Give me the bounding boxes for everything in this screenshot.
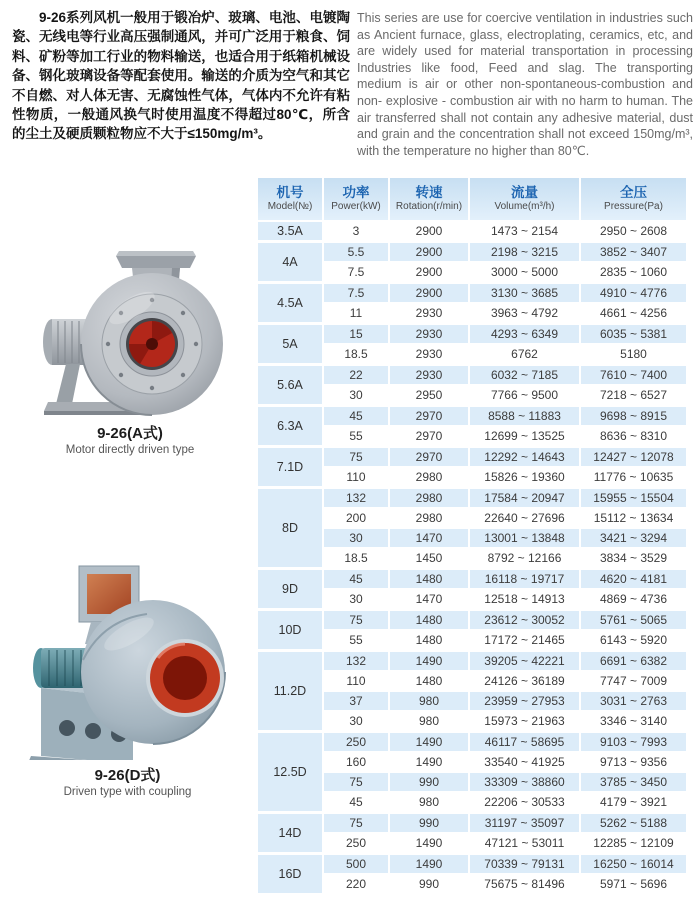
table-cell: 9713 ~ 9356 xyxy=(581,753,686,771)
table-cell: 6143 ~ 5920 xyxy=(581,631,686,649)
model-cell: 11.2D xyxy=(258,652,322,730)
model-cell: 16D xyxy=(258,855,322,893)
table-row xyxy=(324,243,686,261)
table-cell: 160 xyxy=(324,753,388,771)
model-group-rows xyxy=(324,814,686,852)
table-row xyxy=(324,712,686,730)
column-header xyxy=(470,178,579,220)
model-group-rows xyxy=(324,243,686,281)
figure-motor-direct-fan xyxy=(10,246,250,456)
table-header xyxy=(258,178,686,220)
table-cell: 1490 xyxy=(390,753,468,771)
table-cell: 2930 xyxy=(390,345,468,363)
table-row xyxy=(324,733,686,751)
table-cell: 30 xyxy=(324,386,388,404)
table-cell: 33540 ~ 41925 xyxy=(470,753,579,771)
table-row xyxy=(324,549,686,567)
table-cell: 30 xyxy=(324,712,388,730)
table-cell: 5.5 xyxy=(324,243,388,261)
model-group xyxy=(258,243,686,281)
column-header-zh: 流量 xyxy=(511,185,538,200)
model-group xyxy=(258,489,686,567)
figure-caption-en: Driven type with coupling xyxy=(63,786,192,798)
model-group xyxy=(258,448,686,486)
table-row xyxy=(324,263,686,281)
table-cell: 2970 xyxy=(390,407,468,425)
table-cell: 2970 xyxy=(390,448,468,466)
table-cell: 15 xyxy=(324,325,388,343)
column-header-en: Model(№) xyxy=(267,201,313,212)
table-cell: 3834 ~ 3529 xyxy=(581,549,686,567)
model-cell: 10D xyxy=(258,611,322,649)
table-cell: 8792 ~ 12166 xyxy=(470,549,579,567)
table-row xyxy=(324,855,686,873)
table-cell: 16118 ~ 19717 xyxy=(470,570,579,588)
model-group-rows xyxy=(324,489,686,567)
table-cell: 22206 ~ 30533 xyxy=(470,793,579,811)
model-cell: 4.5A xyxy=(258,284,322,322)
model-group xyxy=(258,222,686,240)
table-cell: 4910 ~ 4776 xyxy=(581,284,686,302)
table-row xyxy=(324,407,686,425)
intro-paragraph-en: This series are use for coercive ventilation in industries such as Ancient furnace, glass, electroplating, ceramics, etc, and are widely used for material transportation in processing Industries like food, Feed and slag. The transporting medium is air or other non-spontaneous-combustion and non- explosive - combustion air with no harm to human. The air transferred shall not contain any adhesive material, dust and grain and the concentration shall not exceed 150mg/m³, with the temperature no higher than 80℃. xyxy=(357,11,693,158)
table-cell: 4620 ~ 4181 xyxy=(581,570,686,588)
table-cell: 11776 ~ 10635 xyxy=(581,468,686,486)
column-header-en: Power(kW) xyxy=(331,201,381,212)
table-cell: 5761 ~ 5065 xyxy=(581,611,686,629)
table-cell: 2980 xyxy=(390,489,468,507)
table-cell: 31197 ~ 35097 xyxy=(470,814,579,832)
table-cell: 5971 ~ 5696 xyxy=(581,875,686,893)
model-group-rows xyxy=(324,733,686,811)
table-cell: 1473 ~ 2154 xyxy=(470,222,579,240)
table-cell: 39205 ~ 42221 xyxy=(470,652,579,670)
table-cell: 200 xyxy=(324,509,388,527)
model-group xyxy=(258,570,686,608)
table-row xyxy=(324,875,686,893)
table-row xyxy=(324,590,686,608)
table-cell: 1490 xyxy=(390,834,468,852)
column-header-zh: 功率 xyxy=(342,185,370,200)
table-cell: 15973 ~ 21963 xyxy=(470,712,579,730)
table-cell: 980 xyxy=(390,712,468,730)
table-cell: 30 xyxy=(324,529,388,547)
table-cell: 47121 ~ 53011 xyxy=(470,834,579,852)
model-cell: 14D xyxy=(258,814,322,852)
table-cell: 23612 ~ 30052 xyxy=(470,611,579,629)
model-group xyxy=(258,325,686,363)
model-cell: 9D xyxy=(258,570,322,608)
table-cell: 3130 ~ 3685 xyxy=(470,284,579,302)
table-cell: 2835 ~ 1060 xyxy=(581,263,686,281)
table-row xyxy=(324,834,686,852)
table-cell: 2900 xyxy=(390,222,468,240)
table-cell: 6762 xyxy=(470,345,579,363)
table-row xyxy=(324,529,686,547)
table-row xyxy=(324,570,686,588)
table-cell: 250 xyxy=(324,733,388,751)
table-cell: 12427 ~ 12078 xyxy=(581,448,686,466)
table-cell: 9698 ~ 8915 xyxy=(581,407,686,425)
model-group-rows xyxy=(324,652,686,730)
table-cell: 16250 ~ 16014 xyxy=(581,855,686,873)
table-cell: 3000 ~ 5000 xyxy=(470,263,579,281)
table-cell: 220 xyxy=(324,875,388,893)
table-cell: 12699 ~ 13525 xyxy=(470,427,579,445)
table-row xyxy=(324,427,686,445)
table-row xyxy=(324,345,686,363)
model-group-rows xyxy=(324,222,686,240)
table-cell: 13001 ~ 13848 xyxy=(470,529,579,547)
table-cell: 7.5 xyxy=(324,263,388,281)
table-cell: 17172 ~ 21465 xyxy=(470,631,579,649)
table-cell: 1490 xyxy=(390,855,468,873)
table-cell: 18.5 xyxy=(324,549,388,567)
figure-caption-zh: 9-26(A式) xyxy=(97,425,163,442)
column-header xyxy=(324,178,388,220)
table-cell: 1450 xyxy=(390,549,468,567)
model-cell: 4A xyxy=(258,243,322,281)
table-cell: 11 xyxy=(324,304,388,322)
figure-coupling-fan xyxy=(5,560,250,798)
model-group xyxy=(258,366,686,404)
model-group xyxy=(258,855,686,893)
coupling-fan-image xyxy=(13,560,243,760)
model-group-rows xyxy=(324,366,686,404)
model-cell: 6.3A xyxy=(258,407,322,445)
table-cell: 990 xyxy=(390,814,468,832)
table-cell: 2980 xyxy=(390,468,468,486)
table-row xyxy=(324,793,686,811)
table-cell: 6032 ~ 7185 xyxy=(470,366,579,384)
table-cell: 2930 xyxy=(390,304,468,322)
table-cell: 33309 ~ 38860 xyxy=(470,773,579,791)
table-cell: 4869 ~ 4736 xyxy=(581,590,686,608)
model-cell: 8D xyxy=(258,489,322,567)
model-cell: 12.5D xyxy=(258,733,322,811)
table-cell: 3852 ~ 3407 xyxy=(581,243,686,261)
table-cell: 980 xyxy=(390,793,468,811)
model-group xyxy=(258,733,686,811)
table-row xyxy=(324,284,686,302)
table-cell: 8588 ~ 11883 xyxy=(470,407,579,425)
table-cell: 30 xyxy=(324,590,388,608)
table-cell: 17584 ~ 20947 xyxy=(470,489,579,507)
table-cell: 5180 xyxy=(581,345,686,363)
table-row xyxy=(324,692,686,710)
table-cell: 12285 ~ 12109 xyxy=(581,834,686,852)
column-header-en: Rotation(r/min) xyxy=(395,201,463,212)
table-row xyxy=(324,773,686,791)
table-row xyxy=(324,468,686,486)
table-cell: 990 xyxy=(390,875,468,893)
table-row xyxy=(324,448,686,466)
table-cell: 2950 xyxy=(390,386,468,404)
table-cell: 24126 ~ 36189 xyxy=(470,672,579,690)
table-cell: 1480 xyxy=(390,672,468,690)
table-cell: 1490 xyxy=(390,733,468,751)
table-cell: 45 xyxy=(324,570,388,588)
table-cell: 55 xyxy=(324,631,388,649)
model-group xyxy=(258,611,686,649)
table-cell: 4661 ~ 4256 xyxy=(581,304,686,322)
table-cell: 2930 xyxy=(390,325,468,343)
table-cell: 18.5 xyxy=(324,345,388,363)
table-cell: 7.5 xyxy=(324,284,388,302)
table-cell: 1480 xyxy=(390,570,468,588)
model-group-rows xyxy=(324,407,686,445)
column-header xyxy=(581,178,686,220)
table-body xyxy=(258,222,686,893)
model-cell: 5.6A xyxy=(258,366,322,404)
table-row xyxy=(324,489,686,507)
table-cell: 500 xyxy=(324,855,388,873)
table-cell: 15826 ~ 19360 xyxy=(470,468,579,486)
table-cell: 4179 ~ 3921 xyxy=(581,793,686,811)
table-cell: 7218 ~ 6527 xyxy=(581,386,686,404)
table-cell: 990 xyxy=(390,773,468,791)
table-cell: 2198 ~ 3215 xyxy=(470,243,579,261)
table-cell: 75 xyxy=(324,814,388,832)
model-group-rows xyxy=(324,448,686,486)
column-header xyxy=(390,178,468,220)
model-cell: 3.5A xyxy=(258,222,322,240)
column-header-zh: 机号 xyxy=(276,185,304,200)
table-row xyxy=(324,509,686,527)
column-header-zh: 全压 xyxy=(620,185,647,200)
table-row xyxy=(324,325,686,343)
table-cell: 2950 ~ 2608 xyxy=(581,222,686,240)
table-cell: 110 xyxy=(324,672,388,690)
column-header-en: Pressure(Pa) xyxy=(604,201,663,212)
table-cell: 250 xyxy=(324,834,388,852)
column-header-zh: 转速 xyxy=(415,185,443,200)
table-row xyxy=(324,386,686,404)
table-cell: 15112 ~ 13634 xyxy=(581,509,686,527)
table-cell: 3346 ~ 3140 xyxy=(581,712,686,730)
table-cell: 46117 ~ 58695 xyxy=(470,733,579,751)
table-cell: 3785 ~ 3450 xyxy=(581,773,686,791)
table-cell: 7747 ~ 7009 xyxy=(581,672,686,690)
table-cell: 3963 ~ 4792 xyxy=(470,304,579,322)
table-cell: 3421 ~ 3294 xyxy=(581,529,686,547)
table-cell: 1470 xyxy=(390,529,468,547)
table-cell: 2900 xyxy=(390,263,468,281)
table-row xyxy=(324,611,686,629)
table-row xyxy=(324,753,686,771)
table-cell: 75 xyxy=(324,773,388,791)
table-row xyxy=(324,304,686,322)
model-group-rows xyxy=(324,325,686,363)
table-cell: 2970 xyxy=(390,427,468,445)
model-group-rows xyxy=(324,855,686,893)
model-group-rows xyxy=(324,611,686,649)
table-row xyxy=(324,814,686,832)
table-cell: 2900 xyxy=(390,284,468,302)
table-cell: 7766 ~ 9500 xyxy=(470,386,579,404)
model-group xyxy=(258,284,686,322)
intro-paragraph-zh: 9-26系列风机一般用于锻冶炉、玻璃、电池、电镀陶瓷、无线电等行业高压强制通风，并可广泛用于粮食、饲料、矿粉等加工行业的物料输送，也适合用于纸箱机械设备、钢化玻璃设备等配套使用。输送的介质为空气和其它不自燃、对人体无害、无腐蚀性气体，气体内不允许有粘性物质，一般通风换气时使用温度不得超过80℃，所含的尘土及硬质颗粒物应不大于≤150mg/m³。 xyxy=(12,10,350,142)
table-cell: 1480 xyxy=(390,611,468,629)
table-cell: 1490 xyxy=(390,652,468,670)
table-cell: 2980 xyxy=(390,509,468,527)
model-cell: 5A xyxy=(258,325,322,363)
table-row xyxy=(324,631,686,649)
table-cell: 110 xyxy=(324,468,388,486)
table-cell: 5262 ~ 5188 xyxy=(581,814,686,832)
table-cell: 132 xyxy=(324,489,388,507)
spec-table xyxy=(258,178,686,893)
table-cell: 1470 xyxy=(390,590,468,608)
table-cell: 12292 ~ 14643 xyxy=(470,448,579,466)
figure-caption-zh: 9-26(D式) xyxy=(94,767,161,784)
column-header-en: Volume(m³/h) xyxy=(494,201,555,212)
table-row xyxy=(324,672,686,690)
column-header xyxy=(258,178,322,220)
model-group-rows xyxy=(324,284,686,322)
table-cell: 55 xyxy=(324,427,388,445)
motor-direct-fan-image xyxy=(20,246,240,418)
table-cell: 45 xyxy=(324,407,388,425)
table-cell: 6035 ~ 5381 xyxy=(581,325,686,343)
model-group xyxy=(258,407,686,445)
table-cell: 6691 ~ 6382 xyxy=(581,652,686,670)
table-cell: 9103 ~ 7993 xyxy=(581,733,686,751)
table-cell: 75675 ~ 81496 xyxy=(470,875,579,893)
table-cell: 45 xyxy=(324,793,388,811)
figure-caption-en: Motor directly driven type xyxy=(65,444,195,456)
table-cell: 1480 xyxy=(390,631,468,649)
table-row xyxy=(324,366,686,384)
table-cell: 2900 xyxy=(390,243,468,261)
model-group-rows xyxy=(324,570,686,608)
table-cell: 75 xyxy=(324,611,388,629)
model-cell: 7.1D xyxy=(258,448,322,486)
table-cell: 22640 ~ 27696 xyxy=(470,509,579,527)
table-cell: 12518 ~ 14913 xyxy=(470,590,579,608)
table-cell: 3031 ~ 2763 xyxy=(581,692,686,710)
table-cell: 70339 ~ 79131 xyxy=(470,855,579,873)
table-cell: 980 xyxy=(390,692,468,710)
table-row xyxy=(324,652,686,670)
table-cell: 15955 ~ 15504 xyxy=(581,489,686,507)
model-group xyxy=(258,652,686,730)
table-cell: 2930 xyxy=(390,366,468,384)
table-cell: 37 xyxy=(324,692,388,710)
table-cell: 7610 ~ 7400 xyxy=(581,366,686,384)
table-cell: 3 xyxy=(324,222,388,240)
table-cell: 22 xyxy=(324,366,388,384)
table-row xyxy=(324,222,686,240)
model-group xyxy=(258,814,686,852)
table-cell: 4293 ~ 6349 xyxy=(470,325,579,343)
table-cell: 132 xyxy=(324,652,388,670)
table-cell: 23959 ~ 27953 xyxy=(470,692,579,710)
table-cell: 75 xyxy=(324,448,388,466)
table-cell: 8636 ~ 8310 xyxy=(581,427,686,445)
